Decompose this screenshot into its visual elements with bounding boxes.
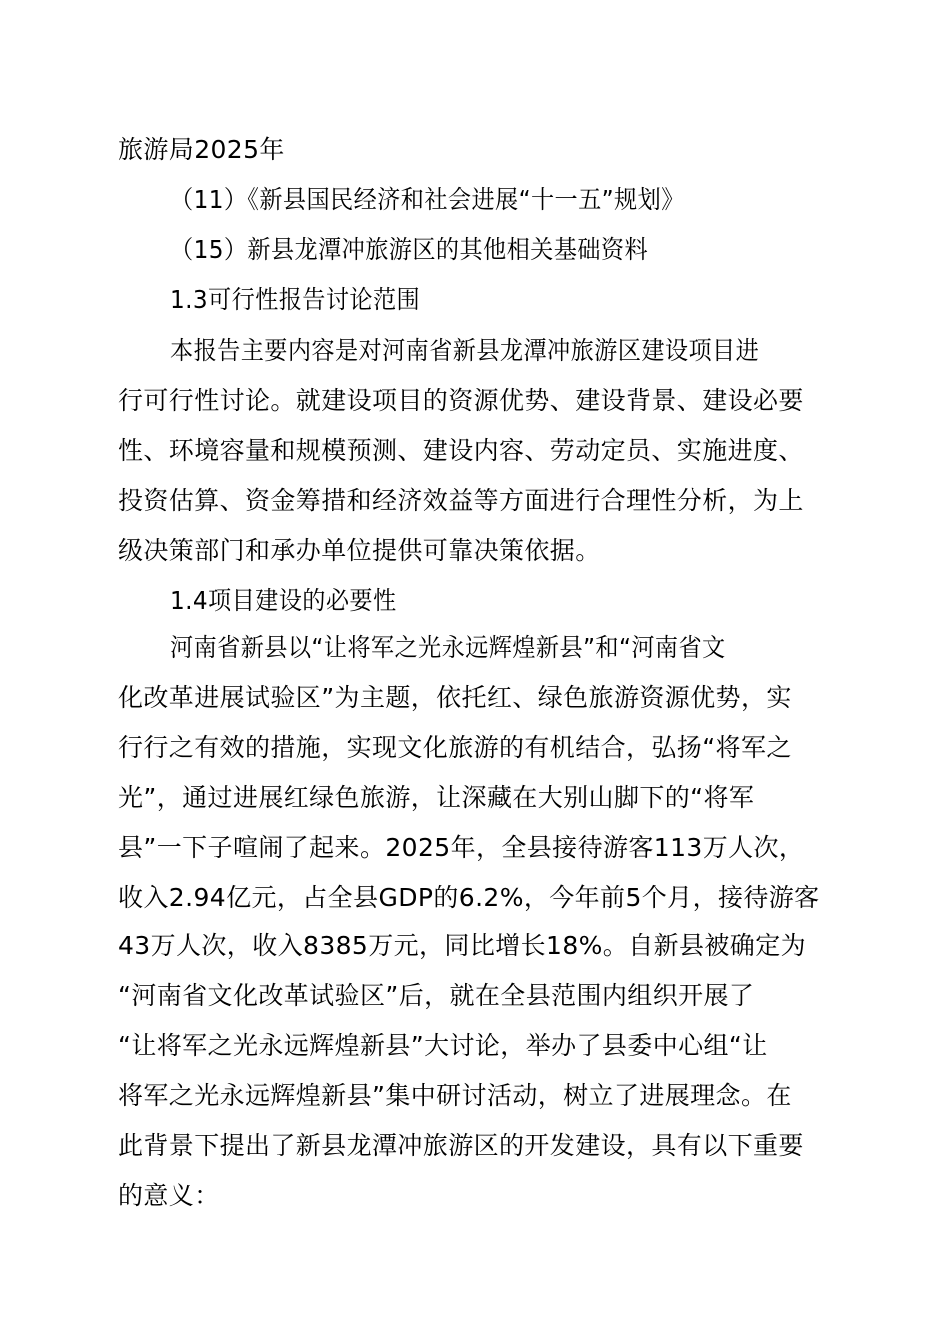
reference-item-15: （15）新县龙潭冲旅游区的其他相关基础资料: [170, 235, 649, 264]
paragraph-line: 河南省新县以“让将军之光永远辉煌新县”和“河南省文: [170, 633, 726, 662]
paragraph-line: 化改革进展试验区”为主题，依托红、绿色旅游资源优势，实: [118, 683, 792, 712]
paragraph-line: 此背景下提出了新县龙潭冲旅游区的开发建设，具有以下重要: [118, 1131, 804, 1160]
paragraph-line: 本报告主要内容是对河南省新县龙潭冲旅游区建设项目进: [170, 336, 760, 365]
text-line: 旅游局2025年: [118, 135, 285, 164]
paragraph-line: 行可行性讨论。就建设项目的资源优势、建设背景、建设必要: [118, 386, 804, 415]
paragraph-line: 将军之光永远辉煌新县”集中研讨活动，树立了进展理念。在: [118, 1081, 792, 1110]
paragraph-line: 行行之有效的措施，实现文化旅游的有机结合，弘扬“将军之: [118, 733, 792, 762]
paragraph-line: “河南省文化改革试验区”后，就在全县范围内组织开展了: [118, 981, 755, 1010]
paragraph-line: 收入2.94亿元，占全县GDP的6.2%，今年前5个月，接待游客: [118, 883, 820, 912]
paragraph-line: 性、环境容量和规模预测、建设内容、劳动定员、实施进度、: [118, 436, 804, 465]
section-heading-1-4: 1.4项目建设的必要性: [170, 586, 397, 615]
paragraph-line: 投资估算、资金筹措和经济效益等方面进行合理性分析，为上: [118, 486, 804, 515]
reference-item-11: （11）《新县国民经济和社会进展“十一五”规划》: [170, 185, 685, 214]
paragraph-line: 的意义：: [118, 1181, 220, 1210]
paragraph-line: “让将军之光永远辉煌新县”大讨论，举办了县委中心组“让: [118, 1031, 768, 1060]
paragraph-line: 43万人次，收入8385万元，同比增长18%。自新县被确定为: [118, 931, 807, 960]
paragraph-line: 光”，通过进展红绿色旅游，让深藏在大别山脚下的“将军: [118, 783, 755, 812]
paragraph-line: 级决策部门和承办单位提供可靠决策依据。: [118, 536, 601, 565]
section-heading-1-3: 1.3可行性报告讨论范围: [170, 285, 421, 314]
paragraph-line: 县”一下子喧闹了起来。2025年，全县接待游客113万人次，: [118, 833, 805, 862]
